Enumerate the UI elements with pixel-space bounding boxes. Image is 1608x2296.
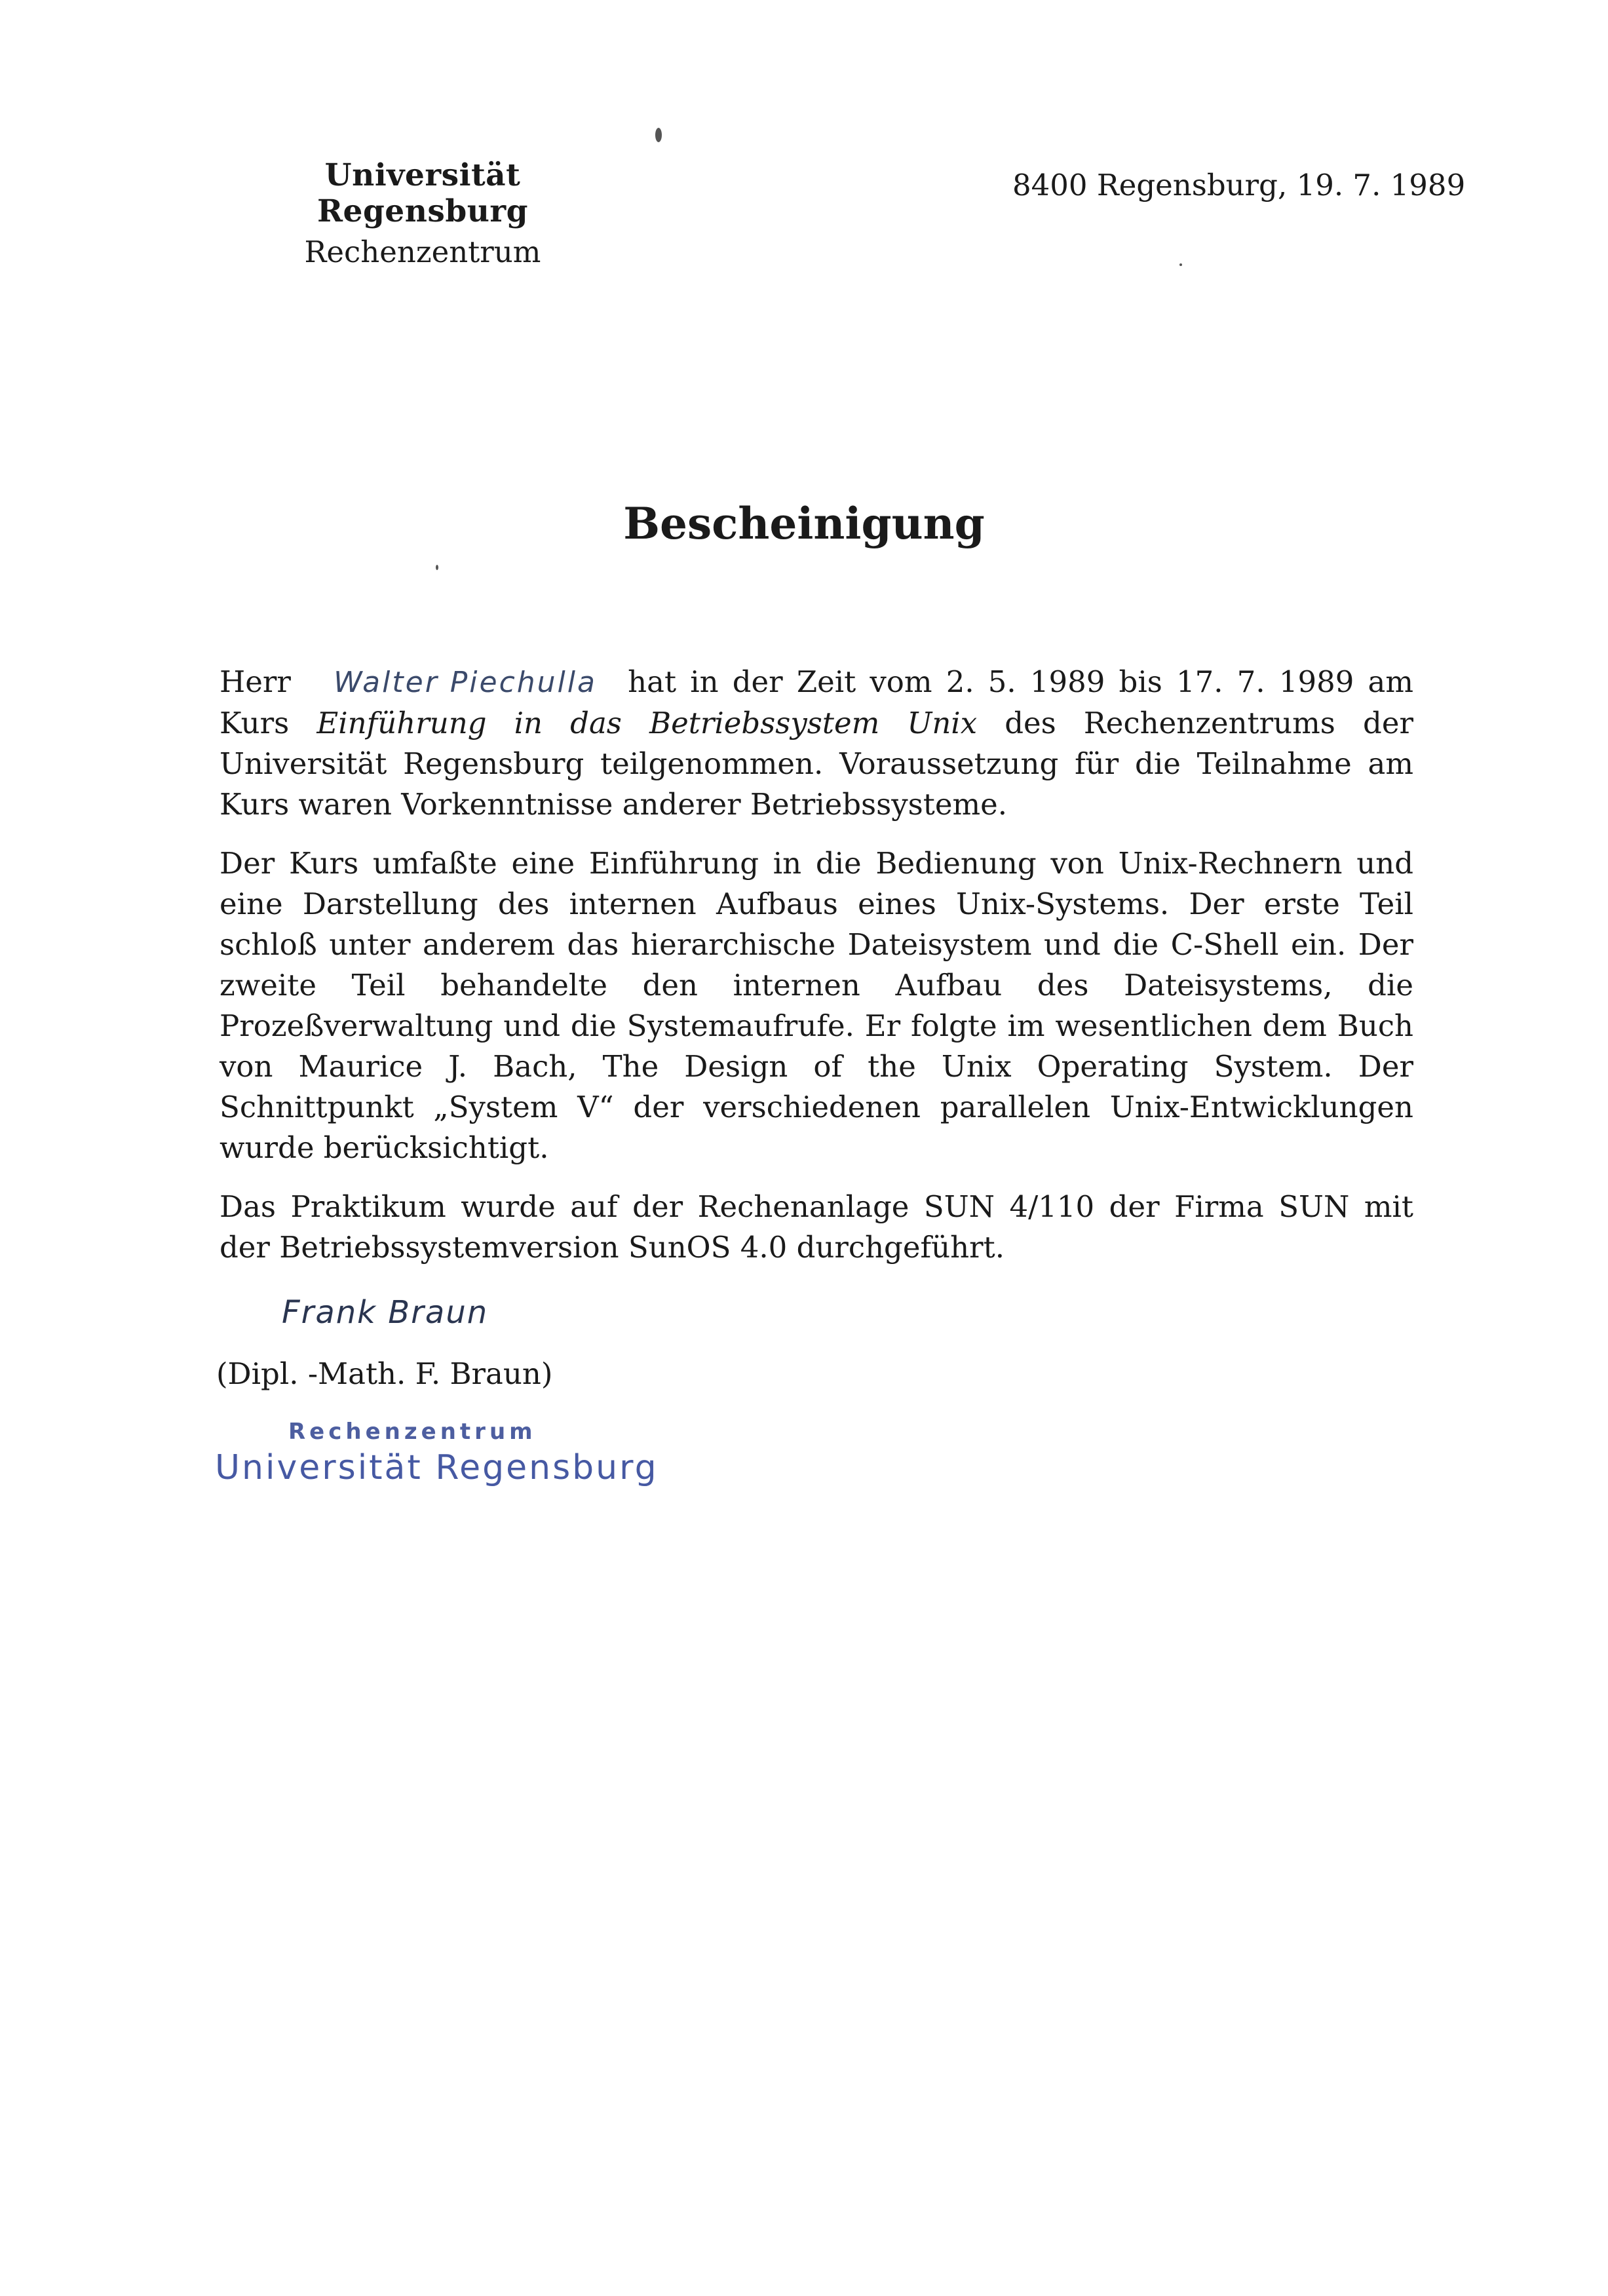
letterhead-sender [220, 157, 626, 269]
scan-speck-mark [436, 565, 438, 570]
stamp-department: Rechenzentrum [288, 1419, 537, 1445]
paragraph-participation [220, 662, 1413, 825]
salutation: Herr [220, 664, 291, 699]
scan-speck-mark [1179, 263, 1182, 266]
institution-name: Universität Regensburg [316, 157, 529, 229]
scan-speck-mark [655, 128, 662, 142]
signer-name: (Dipl. -Math. F. Braun) [216, 1356, 553, 1391]
participation-period: hat in der Zeit vom 2. 5. 1989 bis 17. 7. 1989 am Kurs [220, 664, 1414, 740]
stamp-institution: Universität Regensburg [215, 1448, 659, 1487]
paragraph-practical: Das Praktikum wurde auf der Rechenanlage SUN 4/110 der Firma SUN mit der Betriebssystemversion SunOS 4.0 durchgeführt. [220, 1189, 1413, 1265]
document-title: Bescheinigung [623, 498, 985, 549]
course-title: Einführung in das Betriebssystem Unix [316, 706, 978, 740]
participation-details: des Rechenzentrums der Universität Regensburg teilgenommen. Voraussetzung für die Teilnahme am Kurs waren Vorkenntnisse anderer Betriebssysteme. [220, 706, 1413, 822]
place-date: 8400 Regensburg, 19. 7. 1989 [1012, 168, 1466, 202]
paragraph-course-content: Der Kurs umfaßte eine Einführung in die Bedienung von Unix-Rechnern und eine Darstellung des internen Aufbaus eines Unix-Systems. Der erste Teil schloß unter anderem das hierarchische Dateisystem und die C-Shell ein. Der zweite Teil behandelte den internen Aufbau des Dateisystems, die Prozeßverwaltung und die Systemaufrufe. Er folgte im wesentlichen dem Buch von Maurice J. Bach, The Design of the Unix Operating System. Der Schnittpunkt „System V“ der verschiedenen parallelen Unix-Entwicklungen wurde berücksichtigt. [220, 846, 1413, 1165]
department-name: Rechenzentrum [304, 235, 541, 269]
handwritten-signature: Frank Braun [282, 1294, 489, 1331]
certificate-body [220, 662, 1413, 1286]
handwritten-participant-name: Walter Piechulla [334, 666, 597, 699]
